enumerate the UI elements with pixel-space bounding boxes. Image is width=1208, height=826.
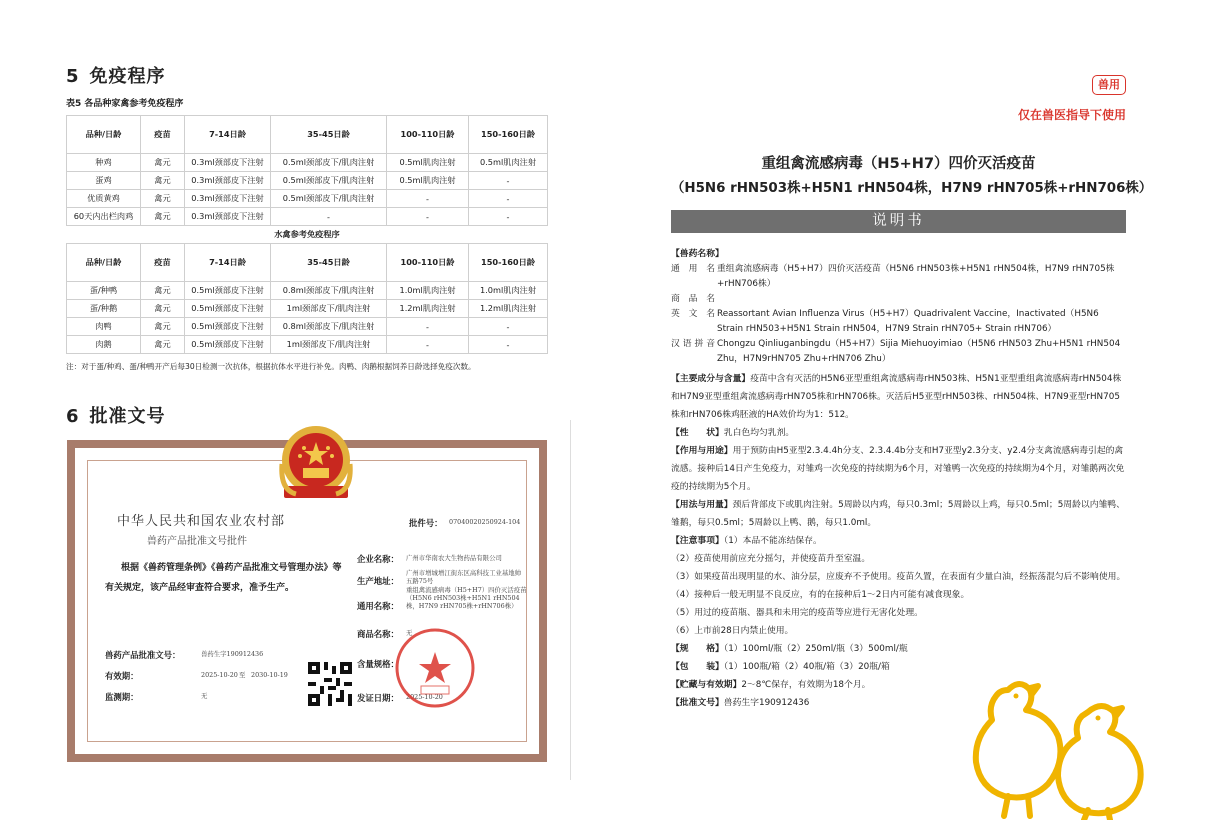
header-cell: 品种/日龄 <box>67 116 141 154</box>
national-emblem-icon <box>276 424 356 502</box>
address-label: 生产地址： <box>357 576 399 586</box>
cell: 0.3ml颈部皮下注射 <box>185 208 271 226</box>
immunization-table <box>66 115 548 354</box>
character-heading: 【性 状】 <box>671 428 724 438</box>
cell: 0.3ml颈部皮下注射 <box>185 154 271 172</box>
section5-label: 免疫程序 <box>89 66 166 87</box>
certificate-title: 中华人民共和国农业农村部 <box>117 514 286 529</box>
spec-label: 含量规格： <box>357 659 399 669</box>
generic-label: 通用名称： <box>357 601 399 611</box>
character-text: 乳白色均匀乳剂。 <box>723 428 795 438</box>
cell: 禽元 <box>141 282 185 300</box>
table-row <box>67 336 548 354</box>
subcaption: 水禽参考免疫程序 <box>67 226 548 244</box>
section6-number: 6 <box>66 406 80 427</box>
valid-label: 有效期： <box>105 671 139 681</box>
cell: - <box>271 208 387 226</box>
cell: 0.5ml颈部皮下注射 <box>185 318 271 336</box>
cell: 1.0ml肌肉注射 <box>469 282 548 300</box>
spec-heading: 【规 格】 <box>671 644 724 654</box>
cell: 禽元 <box>141 208 185 226</box>
cell: - <box>387 208 469 226</box>
pinyin-row <box>671 337 1126 367</box>
table-row <box>67 300 548 318</box>
approval-text: 兽药生字190912436 <box>723 698 810 708</box>
table-row <box>67 318 548 336</box>
header-cell: 品种/日龄 <box>67 244 141 282</box>
cell: 1ml颈部皮下/肌肉注射 <box>271 336 387 354</box>
address-value: 广州市增城增江街东区高科技工业基地帅五路75号 <box>406 569 522 585</box>
english-name-row <box>671 307 1126 337</box>
company-label: 企业名称： <box>357 554 399 564</box>
cell: 0.5ml肌肉注射 <box>387 154 469 172</box>
instructions-body <box>671 247 1126 712</box>
ingredients-para <box>671 370 1126 424</box>
cell: 1.2ml肌肉注射 <box>469 300 548 318</box>
cell: 肉鹅 <box>67 336 141 354</box>
caution-item: （5）用过的疫苗瓶、器具和未用完的疫苗等应进行无害化处理。 <box>671 608 923 618</box>
spec-text: （1）100ml/瓶（2）250ml/瓶（3）500ml/瓶 <box>723 644 908 654</box>
cell: - <box>387 190 469 208</box>
ingredients-text: 疫苗中含有灭活的H5N6亚型重组禽流感病毒rHN503株、H5N1亚型重组禽流感病毒rHN504株和H7N9亚型重组禽流感病毒rHN705株和rHN706株。灭活后H5亚型rHN503株、rHN504株、H7N9亚型rHN705株和rHN706株鸡胚液的HA效价均为1：512。 <box>671 374 1122 420</box>
product-value: 无 <box>406 629 413 637</box>
pack-text: （1）100瓶/箱（2）40瓶/箱（3）20瓶/箱 <box>723 662 890 672</box>
header-cell: 35-45日龄 <box>271 244 387 282</box>
generic-value: 重组禽流感病毒（H5+H7）四价灭活疫苗（H5N6 rHN503株+H5N1 rHN504株，H7N9 rHN705株+rHN706株） <box>406 586 527 610</box>
cell: 禽元 <box>141 336 185 354</box>
valid-to-word: 至 <box>239 671 246 679</box>
table-row <box>67 172 548 190</box>
immunization-section <box>66 62 550 372</box>
caution-item: （3）如果疫苗出现明显的水、油分层，应废弃不予使用。疫苗久置，在表面有少量白油，经振荡混匀后不影响使用。 <box>671 572 1126 582</box>
header-cell: 150-160日龄 <box>469 116 548 154</box>
cautions-para <box>671 532 1126 550</box>
dosage-heading: 【用法与用量】 <box>671 500 733 510</box>
header-cell: 35-45日龄 <box>271 116 387 154</box>
waterfowl-subcaption-row <box>67 226 548 244</box>
trade-name-label: 商 品 名 <box>671 294 715 304</box>
monitor-label: 监测期： <box>105 692 139 702</box>
cell: 肉鸭 <box>67 318 141 336</box>
section5-number: 5 <box>66 66 80 87</box>
cell: 蛋/种鸭 <box>67 282 141 300</box>
table-row <box>67 282 548 300</box>
ingredients-heading: 【主要成分与含量】 <box>671 374 751 384</box>
cell: 0.8ml颈部皮下/肌肉注射 <box>271 282 387 300</box>
cell: 种鸡 <box>67 154 141 172</box>
header-cell: 7-14日龄 <box>185 116 271 154</box>
header-cell: 100-110日龄 <box>387 244 469 282</box>
certificate-body-text: 根据《兽药管理条例》《兽药产品批准文号管理办法》等有关规定，该产品经审查符合要求，准予生产。 <box>105 563 342 593</box>
approval-no-value: 07040020250924-104 <box>449 518 521 526</box>
storage-text: 2～8℃保存，有效期为18个月。 <box>741 680 871 690</box>
veterinary-badge: 兽用 <box>1092 75 1126 95</box>
cell: - <box>387 336 469 354</box>
cell: 0.5ml颈部皮下/肌肉注射 <box>271 172 387 190</box>
cell: 蛋鸡 <box>67 172 141 190</box>
cell: 0.5ml颈部皮下注射 <box>185 282 271 300</box>
cell: 禽元 <box>141 318 185 336</box>
header-cell: 7-14日龄 <box>185 244 271 282</box>
cell: 0.3ml颈部皮下注射 <box>185 190 271 208</box>
issue-date-value: 2025-10-20 <box>406 693 443 701</box>
approval-heading: 【批准文号】 <box>671 698 724 708</box>
caution-item: （1）本品不能冻结保存。 <box>723 536 822 546</box>
name-heading: 【兽药名称】 <box>671 249 724 259</box>
dosage-text: 颈后背部皮下或肌肉注射。5周龄以内鸡，每只0.3ml；5周龄以上鸡，每只0.5ml；5周龄以内雏鸭、雏鹅，每只0.5ml；5周龄以上鸭、鹅，每只1.0ml。 <box>671 500 1125 528</box>
pack-heading: 【包 装】 <box>671 662 724 672</box>
cell: - <box>387 318 469 336</box>
section5-title <box>66 62 550 88</box>
certificate-paper <box>75 448 539 754</box>
pinyin-value: Chongzu Qinliuganbingdu（H5+H7）Sijia Miehuoyimiao（H5N6 rHN503 Zhu+H5N1 rHN504 Zhu，H7N9rHN705 Zhu+rHN706 Zhu） <box>717 339 1121 364</box>
generic-name-label: 通 用 名 <box>671 264 715 274</box>
header-cell: 100-110日龄 <box>387 116 469 154</box>
usage-heading: 【作用与用途】 <box>671 446 733 456</box>
official-seal-icon <box>393 626 477 710</box>
header-cell: 疫苗 <box>141 244 185 282</box>
cell: 1.0ml肌肉注射 <box>387 282 469 300</box>
cell: 蛋/种鹅 <box>67 300 141 318</box>
company-value: 广州市华南农大生物药品有限公司 <box>406 554 502 562</box>
cell: - <box>469 190 548 208</box>
header-cell: 疫苗 <box>141 116 185 154</box>
qr-code-icon <box>308 662 352 706</box>
cell: - <box>469 208 548 226</box>
cell: 1ml颈部皮下/肌肉注射 <box>271 300 387 318</box>
cell: 0.5ml肌肉注射 <box>387 172 469 190</box>
caution-item: （2）疫苗使用前应充分摇匀，并使疫苗升至室温。 <box>671 554 871 564</box>
table-row <box>67 190 548 208</box>
spec-para <box>671 640 1126 658</box>
approval-label: 兽药产品批准文号： <box>105 650 181 660</box>
caution-item: （6）上市前28日内禁止使用。 <box>671 626 794 636</box>
chick-illustration-icon <box>968 670 1148 820</box>
cell: 禽元 <box>141 172 185 190</box>
approval-certificate <box>67 440 547 762</box>
english-name-value: Reassortant Avian Influenza Virus（H5+H7）Quadrivalent Vaccine，Inactivated（H5N6 Strain rHN503+H5N1 Strain rHN504，H7N9 Strain rHN705+ Strain rHN706） <box>717 309 1099 334</box>
english-name-label: 英 文 名 <box>671 309 715 319</box>
character-para <box>671 424 1126 442</box>
dosage-para <box>671 496 1126 532</box>
table-header-row <box>67 116 548 154</box>
caution-item: （4）接种后一般无明显不良反应，有的在接种后1～2日内可能有减食现象。 <box>671 590 970 600</box>
cell: 1.2ml肌肉注射 <box>387 300 469 318</box>
cautions-heading: 【注意事项】 <box>671 536 724 546</box>
product-strains: （H5N6 rHN503株+H5N1 rHN504株，H7N9 rHN705株+rHN706株） <box>671 181 1153 196</box>
storage-heading: 【贮藏与有效期】 <box>671 680 742 690</box>
vet-only-notice: 仅在兽医指导下使用 <box>1017 108 1126 122</box>
cell: 禽元 <box>141 300 185 318</box>
cell: - <box>469 172 548 190</box>
monitor-value: 无 <box>201 692 208 700</box>
cell: 优质黄鸡 <box>67 190 141 208</box>
section6-label: 批准文号 <box>89 406 166 427</box>
table-note: 注：对于蛋/种鸡、蛋/种鸭开产后每30日检测一次抗体，根据抗体水平进行补免。肉鸭、肉鹅根据饲养日龄选择免疫次数。 <box>66 362 476 371</box>
cell: 0.5ml颈部皮下/肌肉注射 <box>271 190 387 208</box>
table-header-row <box>67 244 548 282</box>
product-label: 商品名称： <box>357 629 399 639</box>
approval-no-label: 批件号： <box>409 518 443 528</box>
trade-name-row <box>671 292 1126 307</box>
cell: 0.5ml颈部皮下注射 <box>185 300 271 318</box>
valid-from: 2025-10-20 <box>201 671 238 679</box>
certificate-body <box>105 558 343 598</box>
header-cell: 150-160日龄 <box>469 244 548 282</box>
cell: 60天内出栏肉鸡 <box>67 208 141 226</box>
cell: 0.8ml颈部皮下/肌肉注射 <box>271 318 387 336</box>
table-row <box>67 154 548 172</box>
pinyin-label: 汉语拼音 <box>671 339 715 349</box>
product-title: 重组禽流感病毒（H5+H7）四价灭活疫苗 <box>761 156 1036 172</box>
cell: 0.3ml颈部皮下注射 <box>185 172 271 190</box>
usage-para <box>671 442 1126 496</box>
cell: 0.5ml颈部皮下注射 <box>185 336 271 354</box>
cell: 禽元 <box>141 190 185 208</box>
generic-name-value: 重组禽流感病毒（H5+H7）四价灭活疫苗（H5N6 rHN503株+H5N1 rHN504株，H7N9 rHN705株+rHN706株） <box>717 264 1115 289</box>
valid-to: 2030-10-19 <box>251 671 288 679</box>
generic-name-row <box>671 262 1126 292</box>
certificate-subtitle: 兽药产品批准文号批件 <box>147 536 247 547</box>
cell: - <box>469 318 548 336</box>
usage-text: 用于预防由H5亚型2.3.4.4h分支、2.3.4.4b分支和H7亚型y2.3分支、y2.4分支禽流感病毒引起的禽流感。接种后14日产生免疫力，对雏鸡一次免疫的持续期为6个月，对雏鸭一次免疫的持续期为4个月，对雏鹅两次免疫的持续期为5个月。 <box>671 446 1125 492</box>
cell: 禽元 <box>141 154 185 172</box>
page-divider <box>570 420 571 780</box>
table-caption: 表5 各品种家禽参考免疫程序 <box>66 99 184 109</box>
approval-value: 兽药生字190912436 <box>201 650 264 658</box>
cell: - <box>469 336 548 354</box>
cell: 0.5ml肌肉注射 <box>469 154 548 172</box>
cell: 0.5ml颈部皮下/肌肉注射 <box>271 154 387 172</box>
section6-title <box>66 402 166 428</box>
issue-date-label: 发证日期： <box>357 693 399 703</box>
instructions-bar: 说明书 <box>671 210 1126 233</box>
table-row <box>67 208 548 226</box>
